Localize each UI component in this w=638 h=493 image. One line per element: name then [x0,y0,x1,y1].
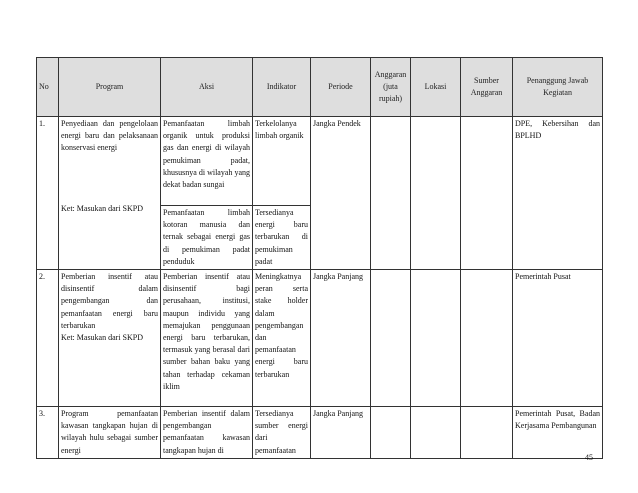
indikator-cell: Tersedianya sumber energi dari pemanfaatan [253,407,311,459]
program-text: Penyediaan dan pengelolaan energi baru dan pelaksanaan konservasi energi [61,119,158,153]
table-row [37,407,603,459]
table-row [37,270,603,407]
header-program: Program [59,58,161,117]
aksi-cell: Pemanfaatan limbah kotoran manusia dan ternak sebagai energi gas di pemukiman padat penduduk [161,206,253,270]
program-text: Pemberian insentif atau disinsentif dalam pengembangan dan pemanfaatan energi baru terbarukan [61,272,158,330]
penanggung-cell: DPE, Kebersihan dan BPLHD [513,117,603,270]
penanggung-cell: Pemerintah Pusat, Badan Kerjasama Pembangunan [513,407,603,459]
header-penanggung: Penanggung Jawab Kegiatan [513,58,603,117]
periode-cell: Jangka Panjang [311,270,371,407]
header-no: No [37,58,59,117]
anggaran-cell [371,117,411,270]
indikator-cell: Tersedianya energi baru terbarukan di pemukiman padat [253,206,311,270]
header-indikator: Indikator [253,58,311,117]
anggaran-cell [371,270,411,407]
lokasi-cell [411,117,461,270]
row-number: 2. [37,270,59,407]
sumber-cell [461,407,513,459]
header-anggaran: Anggaran (juta rupiah) [371,58,411,117]
header-lokasi: Lokasi [411,58,461,117]
program-cell [59,117,161,270]
periode-cell: Jangka Pendek [311,117,371,270]
table-row [37,117,603,206]
aksi-cell: Pemberian insentif atau disinsentif bagi perusahaan, institusi, maupun individu yang memajukan penggunaan energi baru terbarukan, termasuk yang berasal dari sumber bahan baku yang tahan terhadap cekaman iklim [161,270,253,407]
program-cell: Program pemanfaatan kawasan tangkapan hujan di wilayah hulu sebagai sumber energi [59,407,161,459]
program-spacer [61,155,158,203]
page-number: 45 [585,453,593,462]
penanggung-cell: Pemerintah Pusat [513,270,603,407]
program-note: Ket: Masukan dari SKPD [61,333,143,343]
row-number: 1. [37,117,59,270]
indikator-cell: Terkelolanya limbah organik [253,117,311,206]
aksi-cell: Pemberian insentif dalam pengembangan pemanfaatan kawasan tangkapan hujan di [161,407,253,459]
lokasi-cell [411,407,461,459]
program-cell [59,270,161,407]
periode-cell: Jangka Panjang [311,407,371,459]
action-plan-table [36,57,603,459]
header-periode: Periode [311,58,371,117]
anggaran-cell [371,407,411,459]
header-aksi: Aksi [161,58,253,117]
header-row [37,58,603,117]
sumber-cell [461,270,513,407]
header-sumber: Sumber Anggaran [461,58,513,117]
sumber-cell [461,117,513,270]
program-note: Ket: Masukan dari SKPD [61,203,143,213]
lokasi-cell [411,270,461,407]
indikator-cell: Meningkatnya peran serta stake holder dalam pengembangan dan pemanfaatan energi baru terbarukan [253,270,311,407]
aksi-cell: Pemanfaatan limbah organik untuk produksi gas dan energi di wilayah pemukiman padat, khususnya di wilayah yang dekat badan sungai [161,117,253,206]
row-number: 3. [37,407,59,459]
